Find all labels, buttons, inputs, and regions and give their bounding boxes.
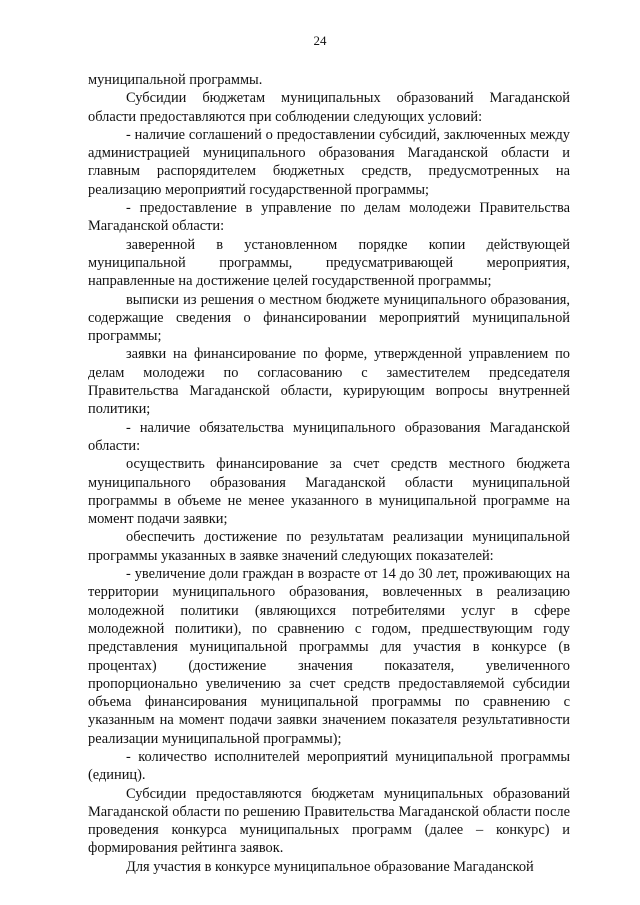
page-number: 24 — [313, 33, 327, 48]
document-body — [88, 71, 570, 876]
paragraph: - количество исполнителей мероприятий муниципальной программы (единиц). — [88, 748, 570, 784]
paragraph: Субсидии предоставляются бюджетам муниципальных образований Магаданской области по решению Правительства Магаданской области после проведения конкурса муниципальных программ (далее – конкурс) и формирования рейтинга заявок. — [88, 785, 570, 857]
paragraph: Субсидии бюджетам муниципальных образований Магаданской области предоставляются при соблюдении следующих условий: — [88, 90, 570, 125]
paragraph: Для участия в конкурсе муниципальное образование Магаданской — [126, 858, 534, 875]
paragraph: обеспечить достижение по результатам реализации муниципальной программы указанных в заявке значений следующих показателей: — [88, 529, 570, 564]
paragraph: заверенной в установленном порядке копии действующей муниципальной программы, предусматривающей мероприятия, направленные на достижение целей государственной программы; — [88, 236, 570, 290]
paragraph: - увеличение доли граждан в возрасте от 14 до 30 лет, проживающих на территории муниципального образования, вовлеченных в реализацию молодежной политики (являющихся потребителями услуг в сфере молодежной политики), по сравнению с годом, предшествующим году представления муниципальной программы для участия в конкурсе (в процентах) (достижение значения показателя, увеличенного пропорционально увеличению за счет средств предоставляемой субсидии объема финансирования муниципальной программы по сравнению с указанным на момент подачи заявки значением показателя результативности реализации муниципальной программы); — [88, 566, 570, 747]
paragraph: заявки на финансирование по форме, утвержденной управлением по делам молодежи по согласованию с заместителем председателя Правительства Магаданской области, курирующим вопросы внутренней политики; — [88, 346, 570, 418]
paragraph: выписки из решения о местном бюджете муниципального образования, содержащие сведения о финансировании мероприятий муниципальной программы; — [88, 291, 570, 345]
paragraph: - наличие обязательства муниципального образования Магаданской области: — [88, 419, 570, 454]
paragraph: - предоставление в управление по делам молодежи Правительства Магаданской области: — [88, 200, 570, 235]
paragraph: осуществить финансирование за счет средств местного бюджета муниципального образования Магаданской области муниципальной программы в объеме не менее указанного в муниципальной программе на момент подачи заявки; — [88, 456, 570, 528]
paragraph: муниципальной программы. — [88, 72, 263, 88]
paragraph: - наличие соглашений о предоставлении субсидий, заключенных между администрацией муниципального образования Магаданской области и главным распорядителем бюджетных средств, предусмотренных на реализацию мероприятий государственной программы; — [88, 126, 570, 198]
